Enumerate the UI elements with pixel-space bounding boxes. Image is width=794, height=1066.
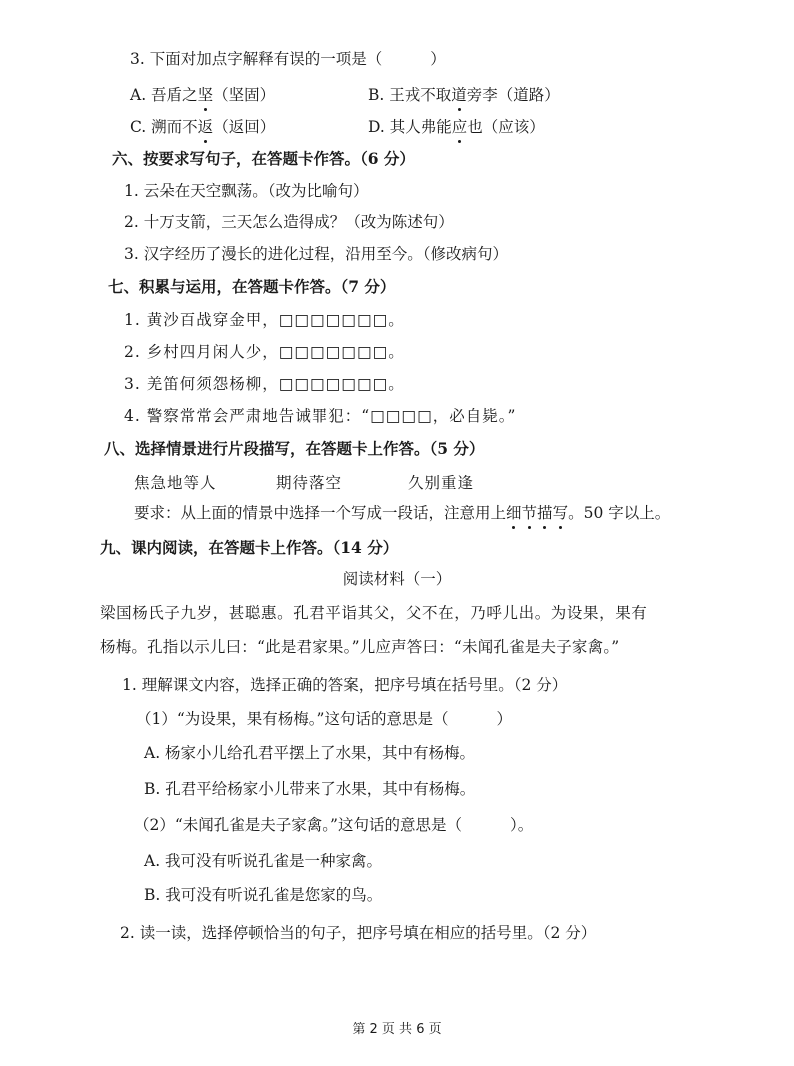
q3-option-a (130, 84, 275, 106)
scene-option: 久别重逢 (408, 474, 475, 492)
q3-stem (130, 48, 446, 70)
q3-option-c-dotted: 返 (197, 118, 214, 136)
subquestion-2-option-b: B. 我可没有听说孔雀是您家的鸟。 (144, 886, 383, 904)
q3-option-a-dotted: 坚 (197, 86, 214, 104)
reading-subquestion-1 (136, 708, 512, 730)
requirement-post: 。50 字以上。 (568, 504, 671, 522)
requirement-dotted: 细 (506, 504, 522, 522)
subquestion-2-option-a: A. 我可没有听说孔雀是一种家禽。 (144, 852, 383, 870)
subquestion-1-option-a: A. 杨家小儿给孔君平摆上了水果，其中有杨梅。 (144, 744, 476, 762)
reading-question-1: 1. 理解课文内容，选择正确的答案，把序号填在括号里。（2 分） (122, 676, 568, 694)
section-6-item: 3. 汉字经历了漫长的进化过程，沿用至今。（修改病句） (124, 245, 508, 263)
section-7-item: 4. 警察常常会严肃地告诫罪犯：“□□□□，必自毙。” (124, 407, 517, 425)
q3-stem-text: 3. 下面对加点字解释有误的一项是（ (130, 50, 383, 68)
q3-option-b-dotted: 道 (451, 86, 467, 104)
subquestion-2-text: （2）“未闻孔雀是夫子家禽。”这句话的意思是（ (134, 816, 462, 834)
section-7-item: 3. 羌笛何须怨杨柳，□□□□□□□。 (124, 375, 405, 393)
section-6-item: 1. 云朵在天空飘荡。（改为比喻句） (124, 182, 369, 200)
section-6-item: 2. 十万支箭，三天怎么造得成？（改为陈述句） (124, 213, 454, 231)
passage-line: 梁国杨氏子九岁，甚聪惠。孔君平诣其父，父不在，乃呼儿出。为设果，果有 (100, 604, 648, 622)
q3-option-b-post: 旁李（道路） (466, 86, 560, 104)
reading-material-title: 阅读材料（一） (342, 570, 452, 588)
requirement-dotted: 写 (552, 504, 569, 522)
section-7-item: 2. 乡村四月闲人少，□□□□□□□。 (124, 343, 405, 361)
q3-option-c-pre: C. 溯而不 (130, 118, 198, 136)
reading-question-2: 2. 读一读，选择停顿恰当的句子，把序号填在相应的括号里。（2 分） (120, 924, 597, 942)
q3-option-b-pre: B. 王戎不取 (368, 86, 452, 104)
scene-option: 焦急地等人 (134, 474, 217, 492)
section-7-title: 七、积累与运用，在答题卡作答。（7 分） (108, 277, 396, 296)
subquestion-1-close: ） (496, 710, 512, 728)
subquestion-1-text: （1）“为设果，果有杨梅。”这句话的意思是（ (136, 710, 449, 728)
requirement-pre: 要求：从上面的情景中选择一个写成一段话，注意用上 (134, 504, 507, 522)
q3-option-d (368, 116, 545, 138)
q3-option-a-pre: A. 吾盾之 (130, 86, 198, 104)
q3-option-d-post: 也（应该） (467, 118, 545, 136)
q3-option-b (368, 84, 560, 106)
q3-option-c (130, 116, 275, 138)
q3-stem-close: ） (430, 50, 446, 68)
page-footer: 第 2 页 共 6 页 (352, 1022, 442, 1037)
section-6-title: 六、按要求写句子，在答题卡作答。（6 分） (112, 149, 415, 168)
passage-line: 杨梅。孔指以示儿曰：“此是君家果。”儿应声答曰：“未闻孔雀是夫子家禽。” (100, 638, 620, 656)
subquestion-1-option-b: B. 孔君平给杨家小儿带来了水果，其中有杨梅。 (144, 780, 476, 798)
section-8-title: 八、选择情景进行片段描写，在答题卡上作答。（5 分） (104, 439, 485, 458)
section-7-item: 1. 黄沙百战穿金甲，□□□□□□□。 (124, 311, 405, 329)
requirement-dotted: 描 (537, 504, 553, 522)
reading-subquestion-2 (134, 814, 533, 836)
section-9-title: 九、课内阅读，在答题卡上作答。（14 分） (100, 538, 399, 557)
q3-option-d-dotted: 应 (451, 118, 468, 136)
scene-option: 期待落空 (276, 474, 343, 492)
q3-option-c-post: （返回） (213, 118, 276, 136)
q3-option-d-pre: D. 其人弗能 (368, 118, 452, 136)
section-8-requirement (134, 502, 670, 524)
subquestion-2-close: ）。 (509, 816, 534, 834)
q3-option-a-post: （坚固） (213, 86, 276, 104)
requirement-dotted: 节 (521, 504, 538, 522)
